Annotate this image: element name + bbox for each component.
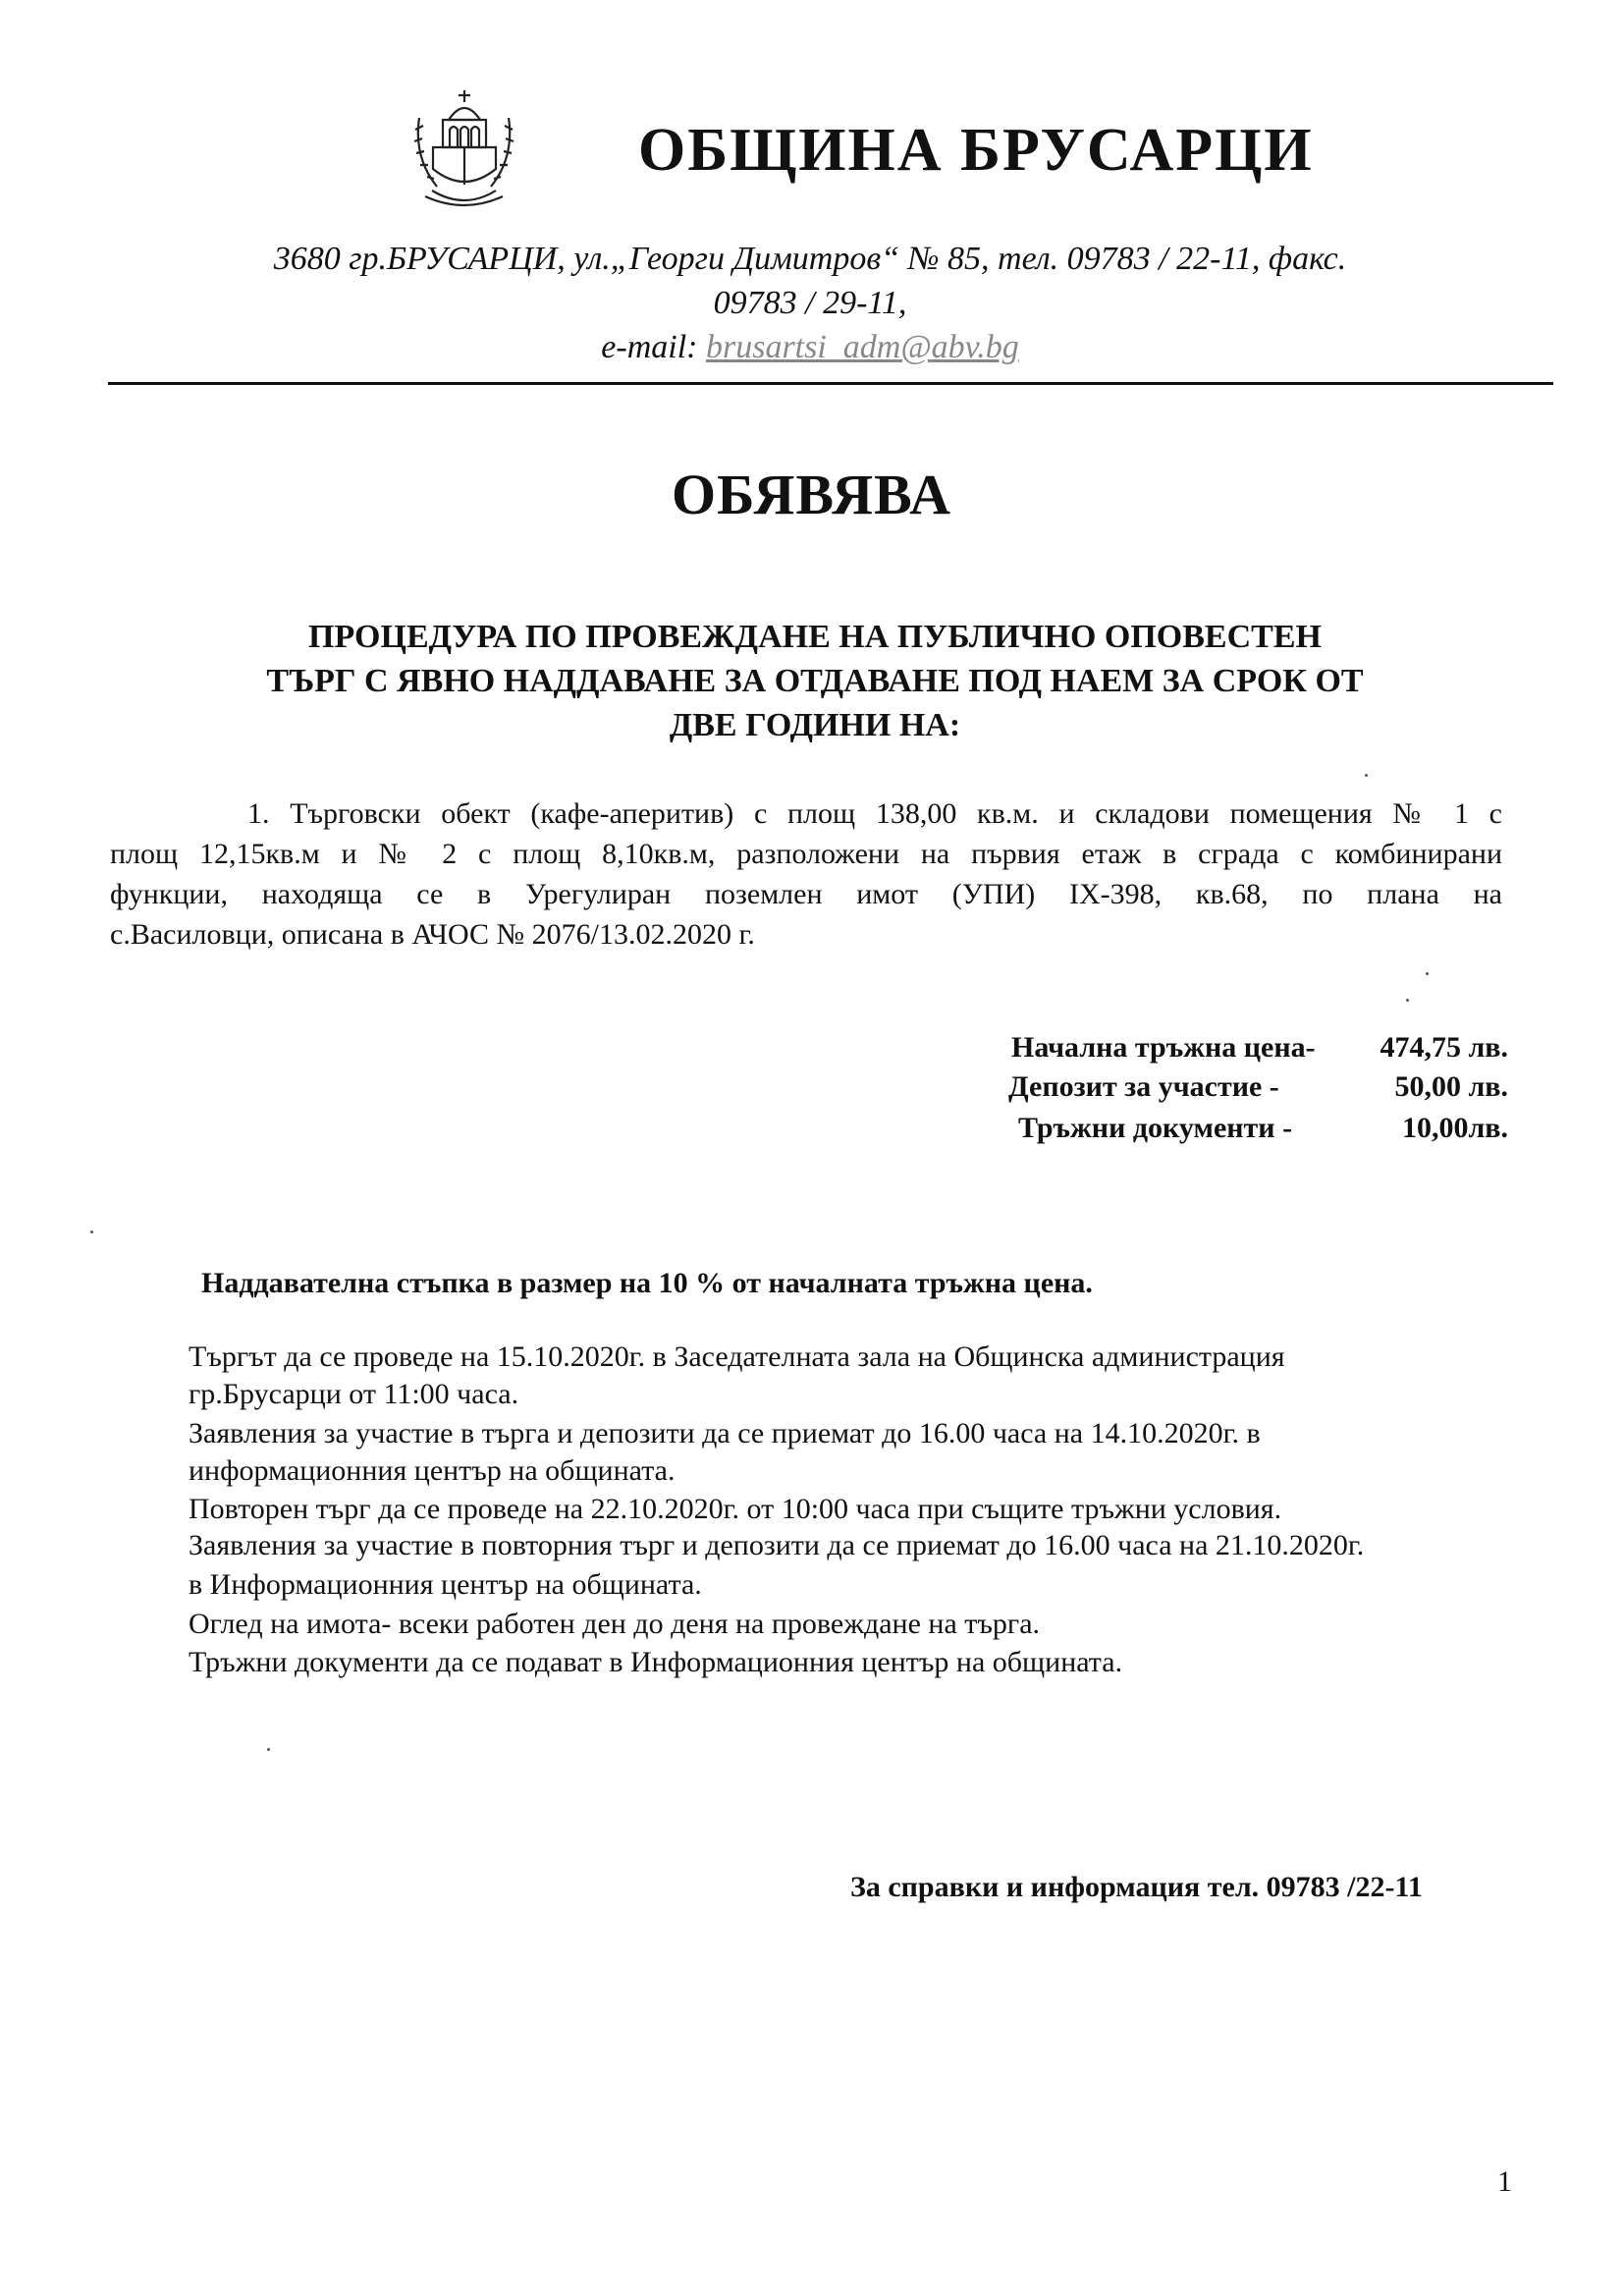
info-line: в Информационния център на общината.	[189, 1568, 702, 1601]
info-line: Повторен търг да се проведе на 22.10.2020г. от 10:00 часа при същите тръжни условия.	[189, 1493, 1282, 1525]
info-line: гр.Брусарци от 11:00 часа.	[189, 1378, 519, 1410]
start-price-label: Начална тръжна цена-	[1011, 1031, 1316, 1064]
bid-step: Наддавателна стъпка в размер на 10 % от началната тръжна цена.	[201, 1267, 1093, 1299]
scan-speck	[1365, 774, 1368, 777]
property-description	[110, 793, 1502, 955]
property-line: функции, находяща се в Урегулиран поземлен имот (УПИ) IX-398, кв.68, по плана на	[110, 878, 1502, 910]
page-number: 1	[1497, 2165, 1512, 2198]
info-line: Търгът да се проведе на 15.10.2020г. в Заседателната зала на Общинска администрация	[189, 1340, 1285, 1373]
municipality-crest-icon	[398, 88, 530, 211]
info-line: Оглед на имота- всеки работен ден до деня на провеждане на търга.	[189, 1608, 1041, 1640]
info-line: Заявления за участие в търга и депозити да се приемат до 16.00 часа на 14.10.2020г. в	[189, 1417, 1261, 1449]
announcement-title: ОБЯВЯВА	[671, 463, 952, 526]
deposit-value: 50,00 лв.	[1394, 1070, 1508, 1103]
documents-value: 10,00лв.	[1401, 1112, 1508, 1144]
municipality-title: ОБЩИНА БРУСАРЦИ	[638, 117, 1314, 184]
fax-line: 09783 / 29-11,	[713, 285, 907, 321]
procedure-heading-line: ДВЕ ГОДИНИ НА:	[669, 707, 961, 743]
email-label: e-mail:	[601, 329, 698, 365]
property-line: с.Василовци, описана в АЧОС № 2076/13.02.2020 г.	[110, 918, 755, 951]
email-line	[108, 329, 1512, 366]
header-divider	[108, 382, 1553, 385]
property-line: 1. Търговски обект (кафе-аперитив) с площ 138,00 кв.м. и складови помещения № 1 с	[247, 797, 1502, 830]
info-line: Заявления за участие в повторния търг и депозити да се приемат до 16.00 часа на 21.10.2020г.	[189, 1529, 1365, 1561]
property-line: площ 12,15кв.м и № 2 с площ 8,10кв.м, разположени на първия етаж в сграда с комбинирани	[110, 838, 1502, 870]
scan-speck	[267, 1748, 270, 1751]
start-price-value: 474,75 лв.	[1380, 1031, 1508, 1064]
info-line: информационния център на общината.	[189, 1454, 676, 1487]
email-link[interactable]: brusartsi_adm@abv.bg	[705, 329, 1019, 365]
address-line: 3680 гр.БРУСАРЦИ, ул.„Георги Димитров“ № 85, тел. 09783 / 22-11, факс.	[273, 241, 1347, 277]
info-line: Тръжни документи да се подават в Информационния център на общината.	[189, 1646, 1123, 1678]
scan-speck	[1426, 972, 1429, 975]
scan-speck	[1406, 999, 1409, 1002]
documents-label: Тръжни документи -	[1018, 1112, 1293, 1144]
contact-reference: За справки и информация тел. 09783 /22-11	[850, 1871, 1423, 1903]
procedure-heading-line: ТЪРГ С ЯВНО НАДДАВАНЕ ЗА ОТДАВАНЕ ПОД НАЕМ ЗА СРОК ОТ	[266, 663, 1364, 699]
deposit-label: Депозит за участие -	[1008, 1070, 1279, 1103]
procedure-heading-line: ПРОЦЕДУРА ПО ПРОВЕЖДАНЕ НА ПУБЛИЧНО ОПОВЕСТЕН	[308, 619, 1322, 655]
scan-speck	[90, 1230, 93, 1233]
